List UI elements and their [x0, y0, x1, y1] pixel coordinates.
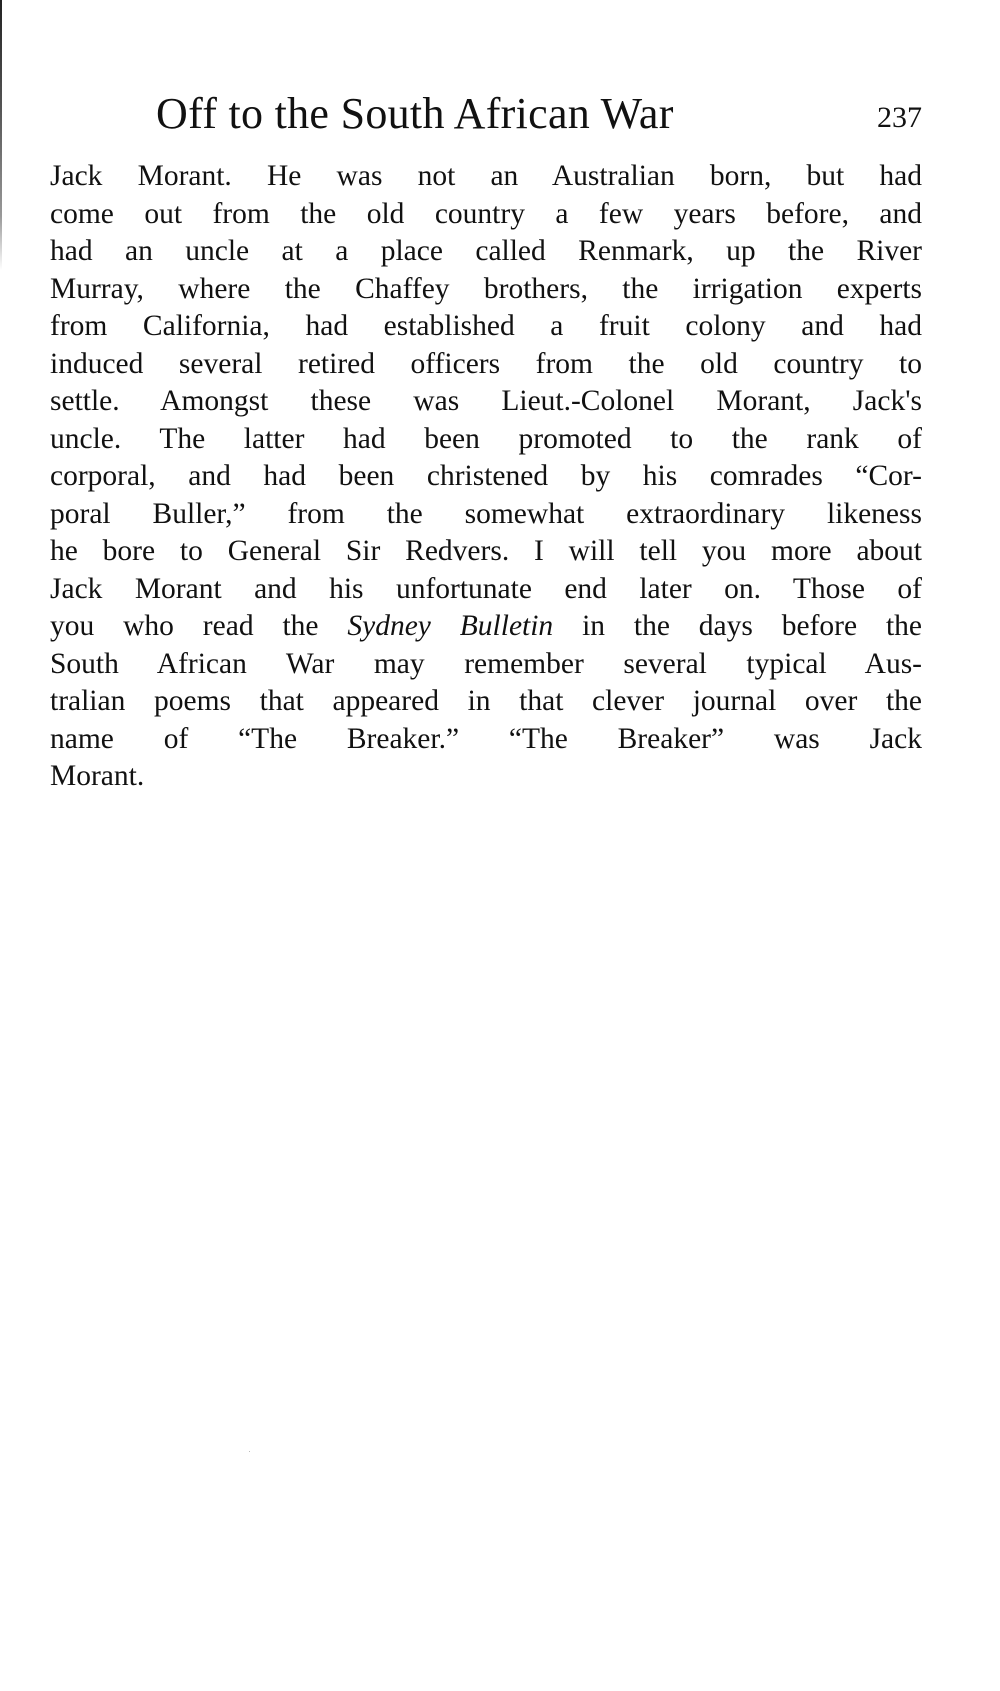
text-line: settle. Amongst these was Lieut.-Colonel Morant, Jack's [50, 385, 922, 417]
page-number: 237 [877, 101, 922, 134]
italic-publication-title: Sydney Bulletin [347, 610, 554, 642]
running-head [50, 88, 922, 140]
scan-speck [249, 1451, 250, 1452]
text-line: from California, had established a fruit colony and had [50, 310, 922, 342]
text-line: tralian poems that appeared in that clever journal over the [50, 685, 922, 717]
text-line: South African War may remember several typical Aus- [50, 647, 922, 680]
text-line: had an uncle at a place called Renmark, up the River [50, 235, 922, 267]
text-line-with-italic [50, 608, 922, 646]
text-line: Murray, where the Chaffey brothers, the irrigation experts [50, 272, 922, 305]
page-binding-edge [0, 0, 2, 270]
text-line: uncle. The latter had been promoted to the rank of [50, 422, 922, 455]
text-line: Jack Morant. He was not an Australian born, but had [50, 160, 922, 192]
text-line: name of “The Breaker.” “The Breaker” was Jack [50, 722, 922, 755]
body-text [50, 158, 922, 796]
text-line: Morant. [50, 760, 145, 792]
text-line: poral Buller,” from the somewhat extraordinary likeness [50, 497, 922, 530]
text-line: he bore to General Sir Redvers. I will tell you more about [50, 535, 922, 567]
text-segment: in the days before the [553, 610, 923, 642]
chapter-title: Off to the South African War [156, 89, 674, 138]
text-line: come out from the old country a few years before, and [50, 197, 922, 230]
text-segment: you who read the [50, 610, 348, 642]
text-line: corporal, and had been christened by his comrades “Cor- [50, 460, 922, 492]
text-line: Jack Morant and his unfortunate end later on. Those of [50, 572, 922, 605]
text-line: induced several retired officers from the old country to [50, 347, 922, 380]
